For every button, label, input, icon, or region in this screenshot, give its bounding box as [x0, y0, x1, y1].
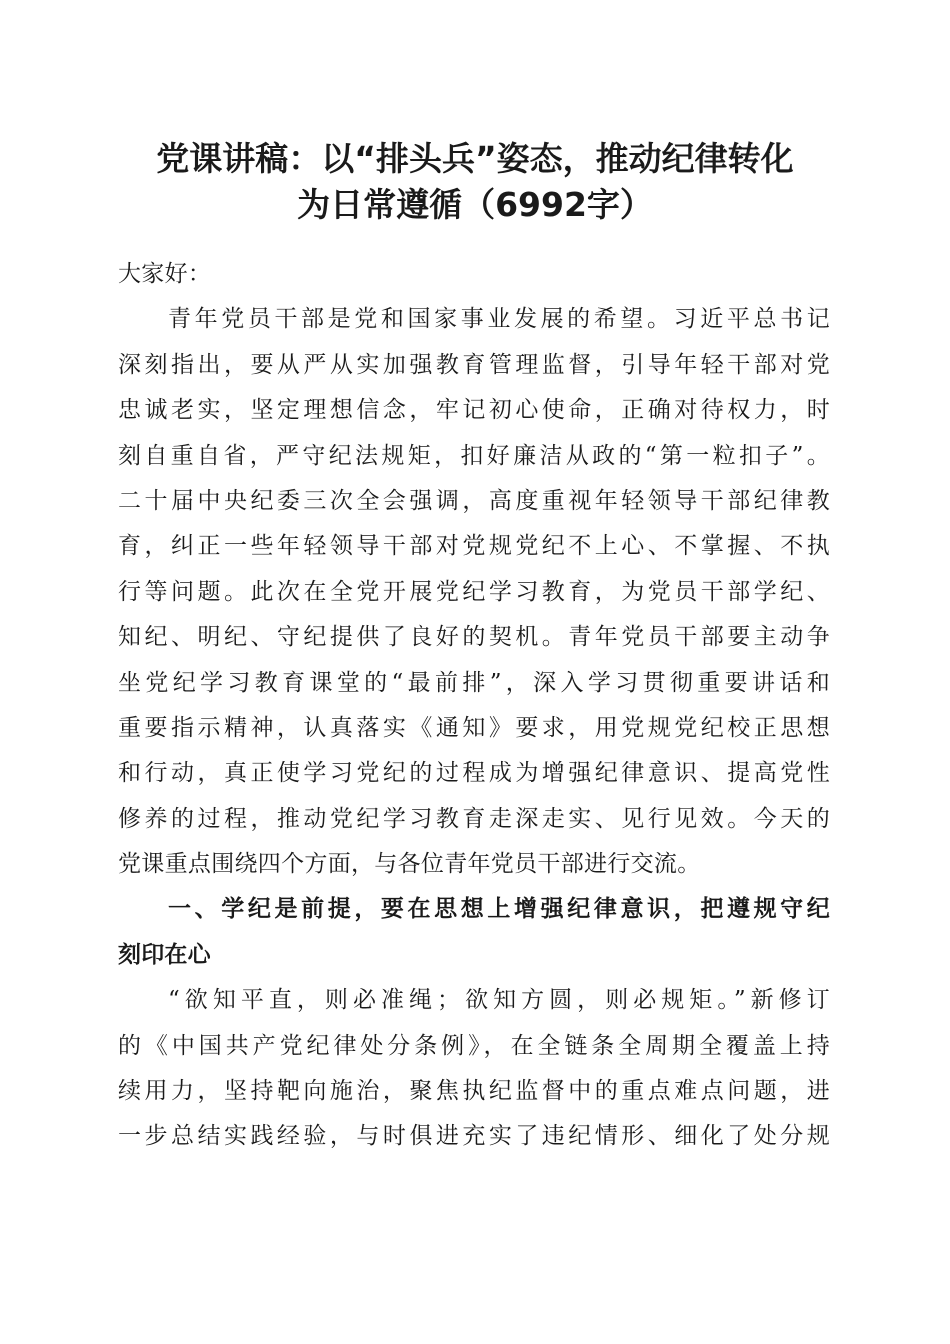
paragraph-line: 二十届中央纪委三次全会强调，高度重视年轻领导干部纪律教 [118, 487, 830, 514]
paragraph-line: 一步总结实践经验，与时俱进充实了违纪情形、细化了处分规 [118, 1123, 830, 1150]
paragraph-section-1 [118, 978, 830, 1160]
paragraph-line: 修养的过程，推动党纪学习教育走深走实、见行见效。今天的 [118, 805, 830, 832]
paragraph-line: 和行动，真正使学习党纪的过程成为增强纪律意识、提高党性 [118, 760, 830, 787]
paragraph-line: 续用力，坚持靶向施治，聚焦执纪监督中的重点难点问题，进 [118, 1078, 830, 1105]
paragraph-line: 的《中国共产党纪律处分条例》，在全链条全周期全覆盖上持 [118, 1032, 830, 1059]
paragraph-line: 重要指示精神，认真落实《通知》要求，用党规党纪校正思想 [118, 714, 830, 741]
paragraph-line: “欲知平直，则必准绳；欲知方圆，则必规矩。”新修订 [168, 987, 830, 1014]
paragraph-line: 知纪、明纪、守纪提供了良好的契机。青年党员干部要主动争 [118, 624, 830, 651]
document-body [118, 252, 830, 1160]
heading-line: 刻印在心 [118, 941, 211, 968]
paragraph-line: 坐党纪学习教育课堂的“最前排”，深入学习贯彻重要讲话和 [118, 669, 830, 696]
paragraph-line: 党课重点围绕四个方面，与各位青年党员干部进行交流。 [118, 851, 701, 878]
section-heading-1 [118, 887, 830, 978]
paragraph-line: 育，纠正一些年轻领导干部对党规党纪不上心、不掌握、不执 [118, 533, 830, 560]
title-line-1: 党课讲稿：以“排头兵”姿态，推动纪律转化 [156, 139, 794, 178]
paragraph-line: 刻自重自省，严守纪法规矩，扣好廉洁从政的“第一粒扣子”。 [118, 442, 830, 469]
document-title [100, 136, 850, 228]
paragraph-line: 行等问题。此次在全党开展党纪学习教育，为党员干部学纪、 [118, 578, 830, 605]
paragraph-line: 忠诚老实，坚定理想信念，牢记初心使命，正确对待权力，时 [118, 397, 830, 424]
paragraph-intro [118, 297, 830, 887]
greeting: 大家好： [118, 261, 212, 287]
title-line-2: 为日常遵循（6992字） [297, 185, 653, 224]
paragraph-line: 深刻指出，要从严从实加强教育管理监督，引导年轻干部对党 [118, 351, 830, 378]
heading-line: 一、学纪是前提，要在思想上增强纪律意识，把遵规守纪 [168, 896, 830, 923]
paragraph-line: 青年党员干部是党和国家事业发展的希望。习近平总书记 [168, 306, 830, 333]
